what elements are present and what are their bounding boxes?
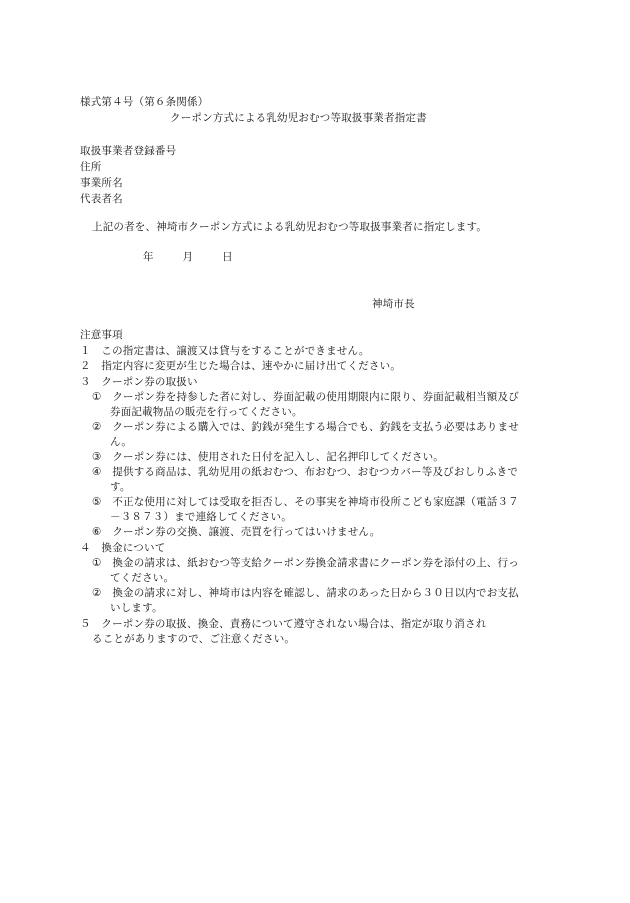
note-4: ４ 換金について (80, 542, 166, 554)
registration-number-label: 取扱事業者登録番号 (80, 145, 177, 157)
issuer: 神埼市長 (372, 298, 415, 310)
notes-heading: 注意事項 (80, 329, 123, 341)
note-3-3: ③ クーポン券には、使用された日付を記入し、記名押印してください。 (92, 451, 445, 463)
note-4-2-line-2: いします。 (110, 602, 163, 614)
designation-statement: 上記の者を、神埼市クーポン方式による乳幼児おむつ等取扱事業者に指定します。 (92, 221, 488, 233)
note-4-1-line-1: ① 換金の請求は、紙おむつ等支給クーポン券換金請求書にクーポン券を添付の上、行っ (92, 557, 519, 569)
note-3-5-line-2: －３８７３）まで連絡してください。 (110, 511, 292, 523)
date-line (143, 249, 233, 265)
note-3-1-line-1: ① クーポン券を持参した者に対し、券面記載の使用期限内に限り、券面記載相当額及び (92, 391, 519, 403)
note-3-1-line-2: 券面記載物品の販売を行ってください。 (110, 406, 303, 418)
note-2: ２ 指定内容に変更が生じた場合は、速やかに届け出てください。 (80, 360, 401, 372)
note-1: １ この指定書は、譲渡又は貸与をすることができません。 (80, 345, 370, 357)
note-3-6: ⑥ クーポン券の交換、譲渡、売買を行ってはいけません。 (92, 526, 381, 538)
note-3-4-line-1: ④ 提供する商品は、乳幼児用の紙おむつ、布おむつ、おむつカバー等及びおしりふきで (92, 466, 519, 478)
note-3: ３ クーポン券の取扱い (80, 376, 198, 388)
form-number: 様式第４号（第６条関係） (80, 96, 209, 108)
note-3-2-line-2: ん。 (110, 436, 133, 448)
note-3-2-line-1: ② クーポン券による購入では、釣銭が発生する場合でも、釣銭を支払う必要はありませ (92, 421, 519, 433)
note-3-5-line-1: ⑤ 不正な使用に対しては受取を拒否し、その事実を神埼市役所こども家庭課（電話３７ (92, 496, 519, 508)
address-label: 住所 (80, 161, 102, 173)
date-year: 年 (143, 251, 154, 263)
note-4-1-line-2: てください。 (110, 572, 175, 584)
note-3-4-line-2: す。 (110, 481, 131, 493)
note-5-line-1: ５ クーポン券の取扱、換金、責務について遵守されない場合は、指定が取り消され (80, 618, 487, 630)
date-month: 月 (182, 251, 194, 263)
document-title: クーポン方式による乳幼児おむつ等取扱事業者指定書 (170, 112, 427, 124)
representative-label: 代表者名 (80, 193, 123, 205)
note-5-line-2: ることがありますので、ご注意ください。 (92, 633, 296, 645)
date-day: 日 (222, 251, 233, 263)
note-4-2-line-1: ② 換金の請求に対し、神埼市は内容を確認し、請求のあった日から３０日以内でお支払 (92, 587, 519, 599)
business-name-label: 事業所名 (80, 177, 123, 189)
